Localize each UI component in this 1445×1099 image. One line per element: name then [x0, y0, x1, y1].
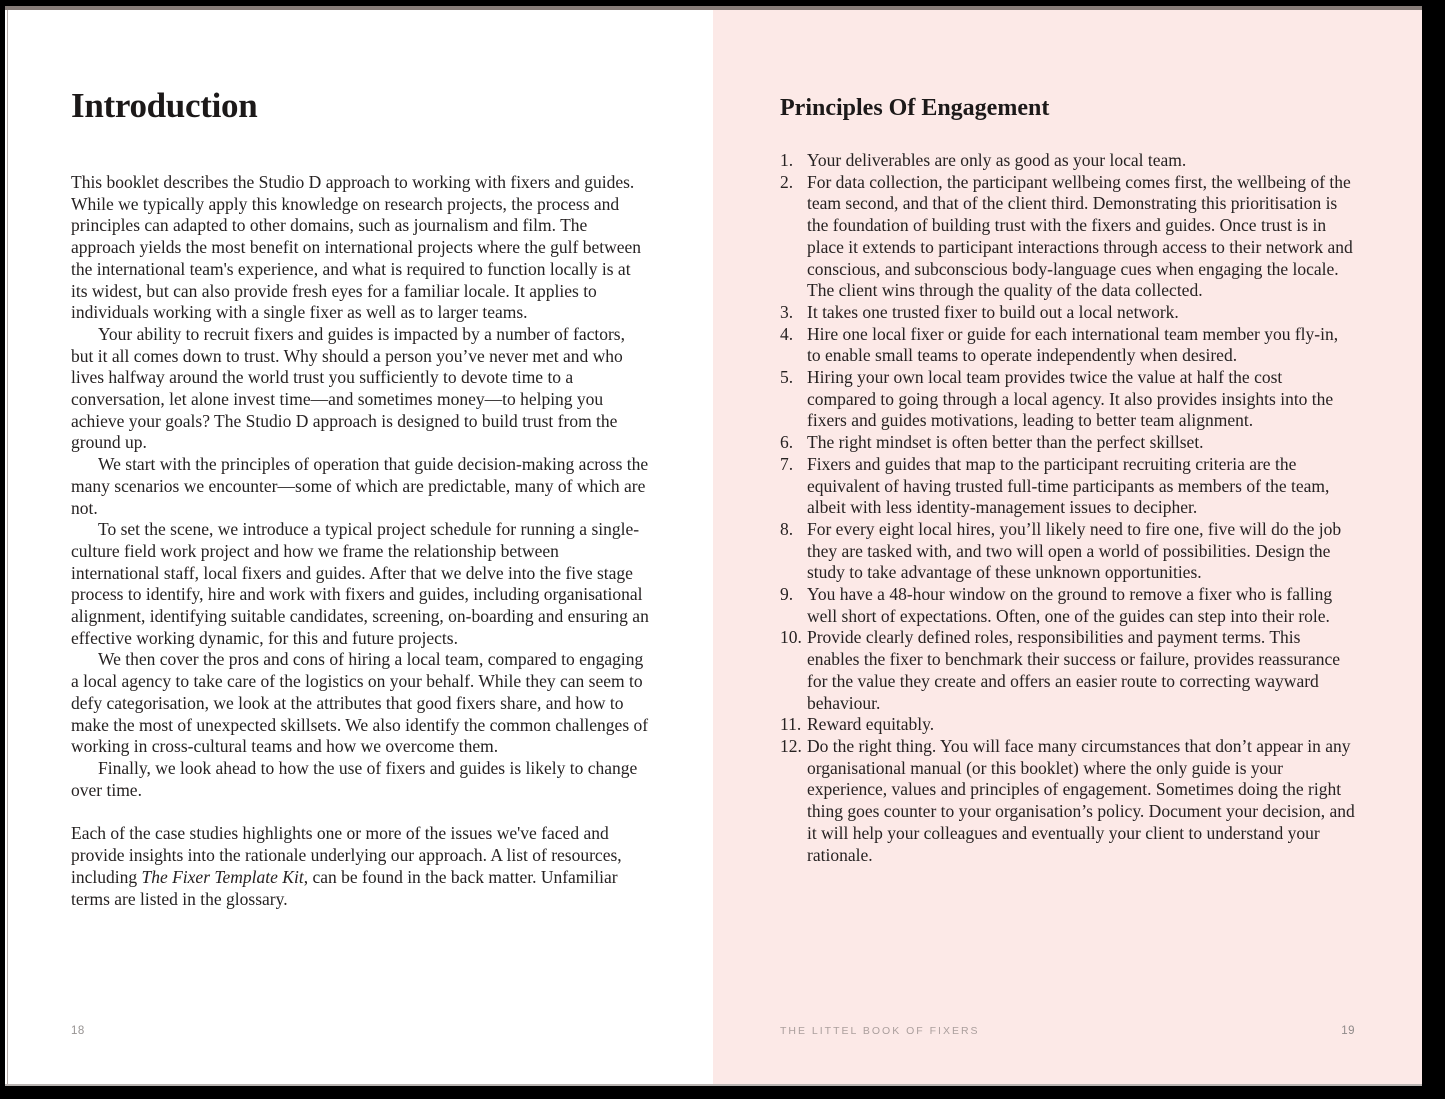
- principle-number: 5.: [780, 367, 794, 388]
- principle-item: [780, 367, 1355, 432]
- principle-item: [780, 432, 1355, 454]
- principle-number: 1.: [780, 150, 794, 170]
- book-title-footer: THE LITTEL BOOK OF FIXERS: [780, 1025, 980, 1037]
- intro-paragraph: Finally, we look ahead to how the use of fixers and guides is likely to change over time.: [71, 757, 638, 800]
- principle-text: The right mindset is often better than the perfect skillset.: [807, 432, 1204, 453]
- principle-text: Reward equitably.: [807, 714, 935, 735]
- intro-paragraph: To set the scene, we introduce a typical project schedule for running a single-culture field work project and how we frame the relationship between international staff, local fixers and guides. After that we delve into the five stage process to identify, hire and work with fixers and guides, including organisational alignment, identifying suitable candidates, screening, on-boarding and ensuring an effective working dynamic, for this and future projects.: [71, 519, 649, 648]
- intro-paragraph: This booklet describes the Studio D approach to working with fixers and guides. While we typically apply this knowledge on research projects, the process and principles can adapted to other domains, such as journalism and film. The approach yields the most benefit on international projects where the gulf between the international team's experience, and what is required to function locally is at its widest, but can also provide fresh eyes for a familiar locale. It applies to individuals working with a single fixer as well as to larger teams.: [71, 172, 642, 323]
- closing-paragraph: [71, 823, 649, 910]
- principle-number: 7.: [780, 453, 794, 474]
- principle-item: [780, 584, 1355, 627]
- principle-item: [780, 172, 1355, 302]
- page-number-left: 18: [71, 1025, 85, 1037]
- principle-item: [780, 627, 1355, 714]
- introduction-title: Introduction: [71, 86, 258, 125]
- page-edge-line: [7, 10, 8, 1084]
- principle-item: [780, 454, 1355, 519]
- principles-title: Principles Of Engagement: [780, 95, 1050, 121]
- book-spread: [5, 6, 1422, 1086]
- principle-number: 3.: [780, 301, 794, 322]
- principle-text: Fixers and guides that map to the participant recruiting criteria are the equivalent of having trusted full-time participants as members of the team, albeit with less identity-management issues to decipher.: [807, 453, 1330, 518]
- principle-number: 11.: [780, 714, 802, 735]
- principle-text: Your deliverables are only as good as your local team.: [807, 150, 1187, 170]
- closing-text-post: , can be found in the back matter. Unfamiliar terms are listed in the glossary.: [71, 866, 618, 909]
- principle-text: For every eight local hires, you’ll likely need to fire one, five will do the job they are tasked with, and two will open a world of possibilities. Design the study to take advantage of these unknown opportunities.: [807, 518, 1342, 583]
- page-right-principles: [713, 10, 1422, 1084]
- principle-text: Hire one local fixer or guide for each international team member you fly-in, to enable small teams to operate independently when desired.: [807, 323, 1339, 366]
- principle-item: [780, 714, 1355, 736]
- principle-text: Hiring your own local team provides twice the value at half the cost compared to going through a local agency. It also provides insights into the fixers and guides motivations, leading to better team alignment.: [807, 367, 1334, 431]
- principle-item: [780, 324, 1355, 367]
- principle-text: Do the right thing. You will face many circumstances that don’t appear in any organisational manual (or this booklet) where the only guide is your experience, values and principles of engagement. Sometimes doing the right thing goes counter to your organisation’s policy. Document your decision, and it will help your colleagues and eventually your client to understand your rationale.: [807, 735, 1355, 865]
- principle-number: 6.: [780, 432, 794, 453]
- principle-text: You have a 48-hour window on the ground to remove a fixer who is falling well short of expectations. Often, one of the guides can step into their role.: [807, 584, 1333, 626]
- principle-number: 9.: [780, 584, 794, 605]
- page-footer: [780, 1025, 1355, 1037]
- principle-number: 4.: [780, 323, 794, 344]
- principle-number: 12.: [780, 735, 802, 756]
- intro-paragraphs: [71, 172, 649, 801]
- principle-number: 2.: [780, 171, 794, 192]
- principle-text: It takes one trusted fixer to build out a local network.: [807, 301, 1179, 322]
- intro-paragraph: We start with the principles of operation that guide decision-making across the many scenarios we encounter—some of which are predictable, many of which are not.: [71, 454, 649, 518]
- closing-text-pre: Each of the case studies highlights one or more of the issues we've faced and provide insights into the rationale underlying our approach. A list of resources, including: [71, 823, 622, 887]
- principle-number: 10.: [780, 627, 802, 648]
- principle-item: [780, 736, 1355, 866]
- principle-number: 8.: [780, 518, 794, 539]
- intro-paragraph: Your ability to recruit fixers and guides is impacted by a number of factors, but it all comes down to trust. Why should a person you’ve never met and who lives halfway around the world trust you sufficiently to devote time to a conversation, let alone invest time—and sometimes money—to helping you achieve your goals? The Studio D approach is designed to build trust from the ground up.: [71, 323, 625, 453]
- principles-list: [780, 150, 1355, 866]
- principle-text: Provide clearly defined roles, responsibilities and payment terms. This enables the fixer to benchmark their success or failure, provides reassurance for the value they create and offers an easier route to correcting wayward behaviour.: [807, 627, 1341, 713]
- intro-paragraph: We then cover the pros and cons of hiring a local team, compared to engaging a local agency to take care of the logistics on your behalf. While they can seem to defy categorisation, we look at the attributes that good fixers share, and how to make the most of unexpected skillsets. We also identify the common challenges of working in cross-cultural teams and how we overcome them.: [71, 649, 649, 757]
- principle-text: For data collection, the participant wellbeing comes first, the wellbeing of the team second, and that of the client third. Demonstrating this prioritisation is the foundation of building trust with the fixers and guides. Once trust is in place it extends to participant interactions through access to their network and conscious, and subconscious body-language cues when engaging the locale. The client wins through the quality of the data collected.: [807, 171, 1353, 301]
- page-number-right: 19: [1341, 1025, 1355, 1037]
- principle-item: [780, 150, 1355, 172]
- principle-item: [780, 519, 1355, 584]
- closing-text-italic-title: The Fixer Template Kit: [141, 866, 304, 887]
- principle-item: [780, 302, 1355, 324]
- page-left-introduction: [5, 10, 713, 1084]
